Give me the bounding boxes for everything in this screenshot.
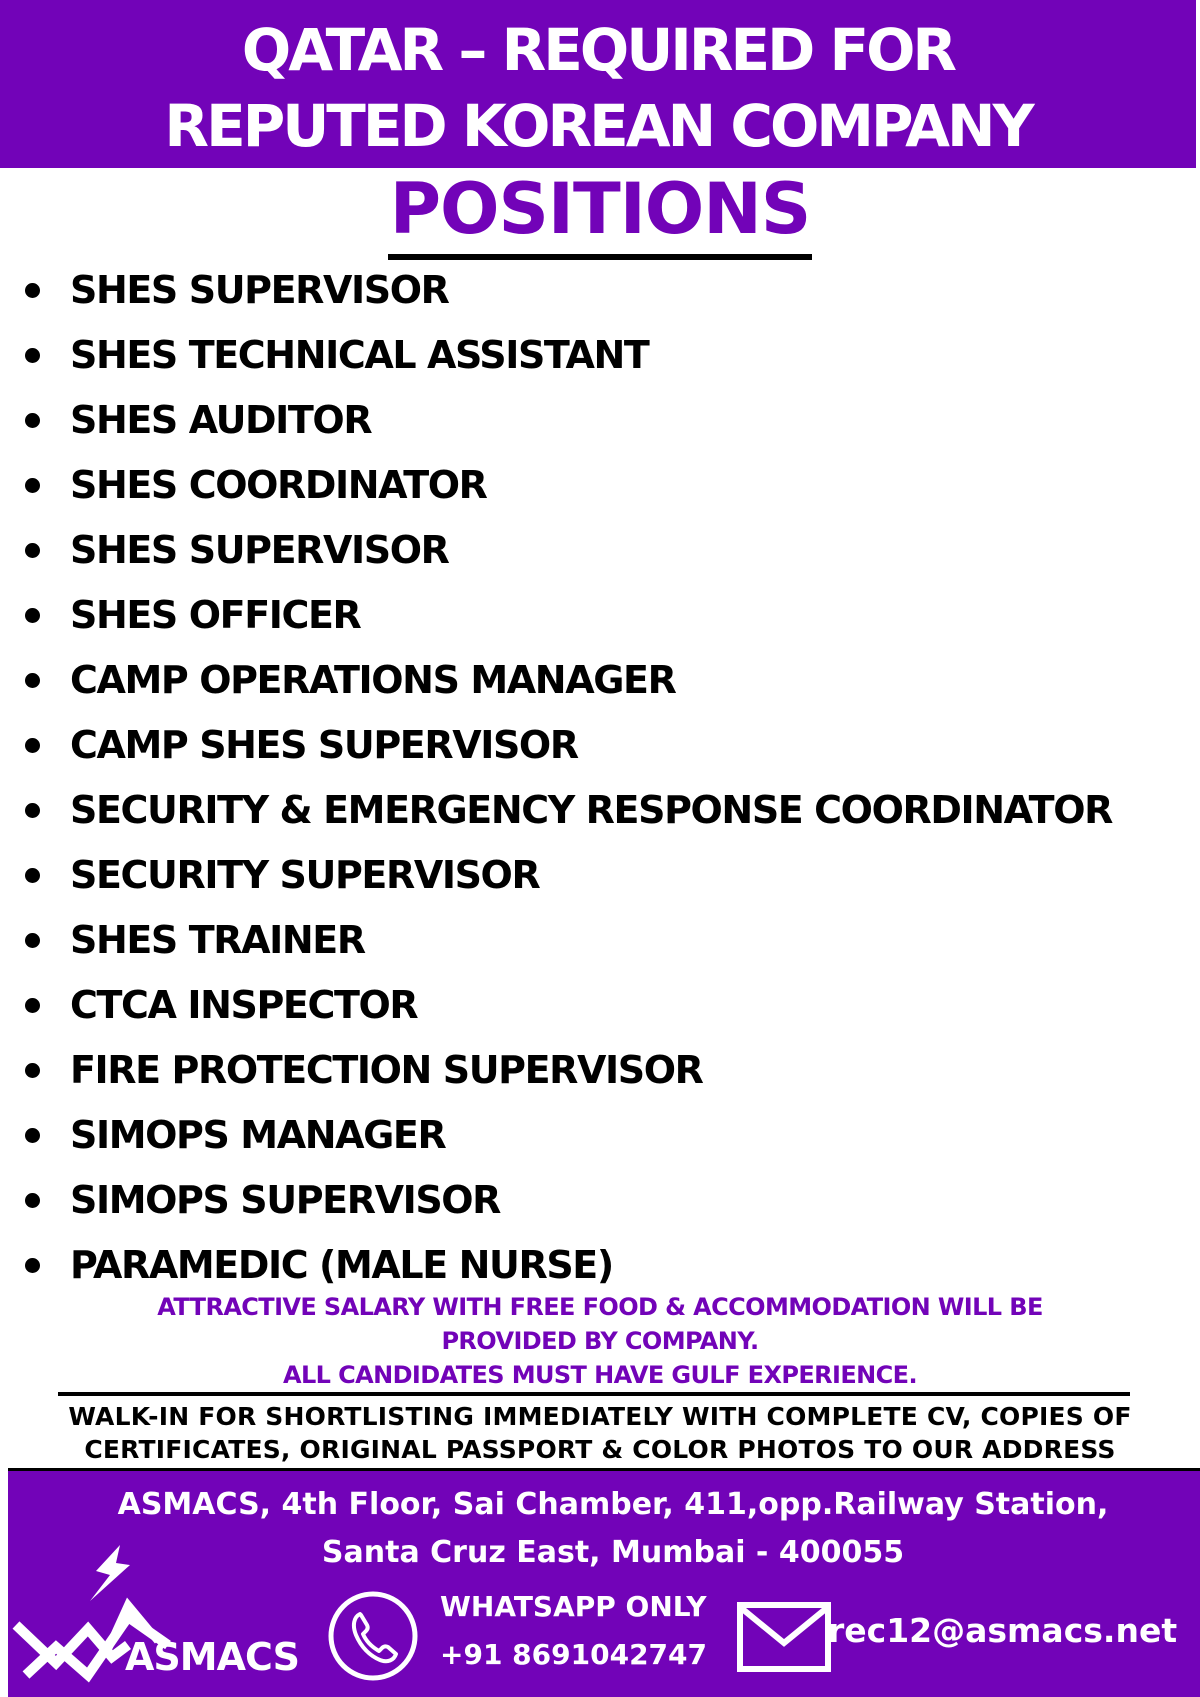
position-label: SHES TRAINER [70, 918, 365, 962]
position-label: SECURITY SUPERVISOR [70, 853, 540, 897]
position-label: SHES TECHNICAL ASSISTANT [70, 333, 649, 377]
bullet-icon [25, 738, 40, 753]
positions-heading [0, 168, 1200, 260]
bullet-icon [25, 1193, 40, 1208]
position-item [0, 1038, 1112, 1103]
header-title-line-2: REPUTED KOREAN COMPANY [164, 92, 1032, 160]
position-item [0, 388, 1112, 453]
bullet-icon [25, 348, 40, 363]
position-item [0, 713, 1112, 778]
benefits-line-2: PROVIDED BY COMPANY. [441, 1327, 759, 1355]
position-label: SHES SUPERVISOR [70, 268, 449, 312]
benefits-line-1: ATTRACTIVE SALARY WITH FREE FOOD & ACCOMMODATION WILL BE [157, 1293, 1043, 1321]
position-item [0, 778, 1112, 843]
phone-icon [326, 1589, 420, 1683]
position-item [0, 583, 1112, 648]
address-line-1: ASMACS, 4th Floor, Sai Chamber, 411,opp.Railway Station, [117, 1487, 1109, 1522]
position-label: SHES COORDINATOR [70, 463, 487, 507]
bullet-icon [25, 1258, 40, 1273]
bullet-icon [25, 543, 40, 558]
phone-number[interactable]: +91 8691042747 [440, 1638, 707, 1671]
bullet-icon [25, 868, 40, 883]
header-banner [0, 0, 1196, 168]
logo-text: ASMACS [125, 1635, 299, 1679]
position-label: CAMP OPERATIONS MANAGER [70, 658, 676, 702]
positions-heading-text: POSITIONS [388, 168, 813, 260]
position-item [0, 843, 1112, 908]
bullet-icon [25, 413, 40, 428]
email-address[interactable]: rec12@asmacs.net [828, 1611, 1178, 1650]
header-title-line-1: QATAR – REQUIRED FOR [241, 16, 955, 84]
position-item [0, 1168, 1112, 1233]
benefits-note [0, 1290, 1200, 1392]
position-label: SIMOPS MANAGER [70, 1113, 446, 1157]
bullet-icon [25, 998, 40, 1013]
bullet-icon [25, 1063, 40, 1078]
position-label: FIRE PROTECTION SUPERVISOR [70, 1048, 703, 1092]
position-item [0, 1233, 1112, 1298]
bullet-icon [25, 608, 40, 623]
position-label: SIMOPS SUPERVISOR [70, 1178, 501, 1222]
positions-list [0, 258, 1112, 1298]
position-item [0, 648, 1112, 713]
position-item [0, 453, 1112, 518]
position-item [0, 973, 1112, 1038]
position-label: SECURITY & EMERGENCY RESPONSE COORDINATOR [70, 788, 1112, 832]
position-item [0, 323, 1112, 388]
mail-icon [736, 1601, 832, 1673]
bullet-icon [25, 283, 40, 298]
position-label: SHES SUPERVISOR [70, 528, 449, 572]
walkin-line-1: WALK-IN FOR SHORTLISTING IMMEDIATELY WITH COMPLETE CV, COPIES OF [68, 1402, 1132, 1431]
bullet-icon [25, 1128, 40, 1143]
position-label: SHES OFFICER [70, 593, 361, 637]
bullet-icon [25, 673, 40, 688]
position-item [0, 1103, 1112, 1168]
bullet-icon [25, 933, 40, 948]
position-item [0, 258, 1112, 323]
position-label: SHES AUDITOR [70, 398, 372, 442]
whatsapp-contact [440, 1583, 707, 1679]
position-item [0, 518, 1112, 583]
whatsapp-label: WHATSAPP ONLY [440, 1590, 707, 1623]
address-line-2: Santa Cruz East, Mumbai - 400055 [321, 1535, 905, 1570]
contact-footer [8, 1468, 1200, 1697]
walkin-instructions [0, 1400, 1200, 1466]
position-label: CAMP SHES SUPERVISOR [70, 723, 578, 767]
benefits-line-3: ALL CANDIDATES MUST HAVE GULF EXPERIENCE. [283, 1361, 917, 1389]
divider [58, 1392, 1130, 1396]
position-label: CTCA INSPECTOR [70, 983, 418, 1027]
position-item [0, 908, 1112, 973]
position-label: PARAMEDIC (MALE NURSE) [70, 1243, 613, 1287]
bullet-icon [25, 478, 40, 493]
walkin-line-2: CERTIFICATES, ORIGINAL PASSPORT & COLOR PHOTOS TO OUR ADDRESS [84, 1435, 1116, 1464]
bullet-icon [25, 803, 40, 818]
